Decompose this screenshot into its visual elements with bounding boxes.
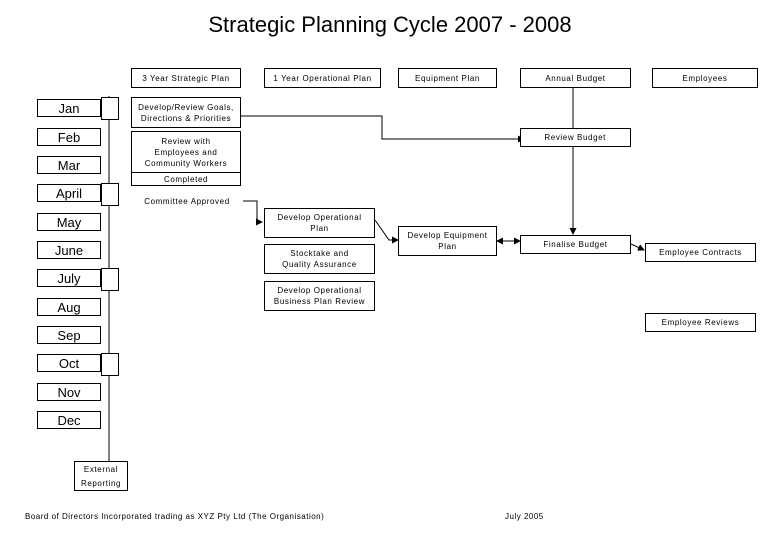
activity-employee-reviews: Employee Reviews xyxy=(645,313,756,332)
page-title: Strategic Planning Cycle 2007 - 2008 xyxy=(208,12,572,37)
month-mar: Mar xyxy=(37,156,101,174)
month-dec: Dec xyxy=(37,411,101,429)
activity-develop-review-goals: Develop/Review Goals, Directions & Priorities xyxy=(131,97,241,128)
month-feb: Feb xyxy=(37,128,101,146)
footer-date: July 2005 xyxy=(505,512,544,521)
footer-organisation: Board of Directors Incorporated trading as XYZ Pty Ltd (The Organisation) xyxy=(25,512,325,521)
quarter-marker-q1 xyxy=(101,97,119,120)
quarter-marker-q4 xyxy=(101,353,119,376)
arrow-finalise-to-contracts xyxy=(631,244,644,250)
activity-committee-approved: Committee Approved xyxy=(144,196,230,206)
month-jan: Jan xyxy=(37,99,101,117)
column-header-1-year-plan: 1 Year Operational Plan xyxy=(264,68,381,88)
activity-develop-operational-plan: Develop Operational Plan xyxy=(264,208,375,238)
month-sep: Sep xyxy=(37,326,101,344)
column-header-equipment-plan: Equipment Plan xyxy=(398,68,497,88)
column-header-annual-budget: Annual Budget xyxy=(520,68,631,88)
arrow-operational-to-equipment xyxy=(375,220,398,240)
month-oct: Oct xyxy=(37,354,101,372)
month-july: July xyxy=(37,269,101,287)
month-june: June xyxy=(37,241,101,259)
arrow-committee-to-operational xyxy=(243,201,262,222)
activity-develop-equipment-plan: Develop Equipment Plan xyxy=(398,226,497,256)
activity-stocktake: Stocktake and Quality Assurance xyxy=(264,244,375,274)
external-reporting-box xyxy=(74,461,128,491)
month-nov: Nov xyxy=(37,383,101,401)
quarter-marker-q3 xyxy=(101,268,119,291)
month-aug: Aug xyxy=(37,298,101,316)
reporting-label: Reporting xyxy=(80,478,122,488)
activity-completed: Completed xyxy=(131,172,241,186)
month-may: May xyxy=(37,213,101,231)
column-header-3-year-plan: 3 Year Strategic Plan xyxy=(131,68,241,88)
quarter-marker-q2 xyxy=(101,183,119,206)
external-label: External xyxy=(83,464,119,474)
month-april: April xyxy=(37,184,101,202)
activity-review-with-employees: Review with Employees and Community Workers xyxy=(131,131,241,173)
column-header-employees: Employees xyxy=(652,68,758,88)
activity-employee-contracts: Employee Contracts xyxy=(645,243,756,262)
arrow-goals-to-review-budget xyxy=(239,116,524,139)
activity-business-plan-review: Develop Operational Business Plan Review xyxy=(264,281,375,311)
activity-finalise-budget: Finalise Budget xyxy=(520,235,631,254)
activity-review-budget: Review Budget xyxy=(520,128,631,147)
